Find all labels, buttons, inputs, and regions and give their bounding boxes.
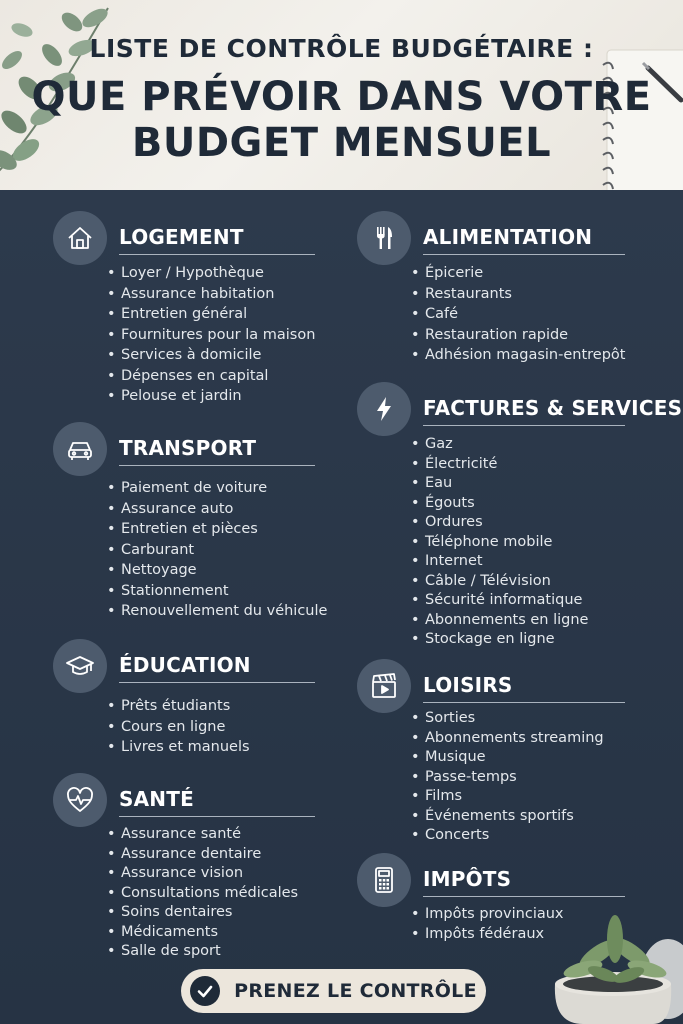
item-list xyxy=(411,709,604,846)
section-title: ÉDUCATION xyxy=(119,653,251,677)
list-item: • Livres et manuels xyxy=(107,737,250,758)
graduation-cap-icon xyxy=(65,651,95,681)
fork-knife-icon xyxy=(369,223,399,253)
section-title: LOGEMENT xyxy=(119,225,244,249)
list-item: • Restaurants xyxy=(411,284,625,305)
list-item: • Renouvellement du véhicule xyxy=(107,601,327,622)
car-icon xyxy=(65,434,95,464)
icon-circle xyxy=(53,211,107,265)
page-title xyxy=(0,74,683,166)
divider xyxy=(119,465,315,466)
check-circle-icon xyxy=(190,976,220,1006)
calculator-icon xyxy=(369,865,399,895)
list-item: • Égouts xyxy=(411,494,588,514)
icon-circle xyxy=(357,659,411,713)
item-list xyxy=(107,478,327,622)
section-title: ALIMENTATION xyxy=(423,225,593,249)
list-item: • Entretien et pièces xyxy=(107,519,327,540)
list-item: • Stationnement xyxy=(107,581,327,602)
icon-circle xyxy=(357,853,411,907)
list-item: • Internet xyxy=(411,552,588,572)
list-item: • Cours en ligne xyxy=(107,717,250,738)
list-item: • Passe-temps xyxy=(411,768,604,788)
list-item: • Concerts xyxy=(411,826,604,846)
list-item: • Paiement de voiture xyxy=(107,478,327,499)
clapperboard-icon xyxy=(369,671,399,701)
divider xyxy=(119,254,315,255)
list-item: • Assurance vision xyxy=(107,864,298,884)
list-item: • Eau xyxy=(411,474,588,494)
icon-circle xyxy=(357,211,411,265)
cta-label: PRENEZ LE CONTRÔLE xyxy=(234,980,477,1002)
lightning-icon xyxy=(369,394,399,424)
list-item: • Sécurité informatique xyxy=(411,591,588,611)
heart-pulse-icon xyxy=(65,785,95,815)
icon-circle xyxy=(53,422,107,476)
header xyxy=(0,0,683,190)
title-line-3: BUDGET MENSUEL xyxy=(131,120,552,166)
icon-circle xyxy=(53,639,107,693)
section-title: FACTURES & SERVICES xyxy=(423,396,683,420)
list-item: • Pelouse et jardin xyxy=(107,386,315,407)
list-item: • Salle de sport xyxy=(107,942,298,962)
list-item: • Impôts provinciaux xyxy=(411,905,564,925)
list-item: • Musique xyxy=(411,748,604,768)
title-line-1: LISTE DE CONTRÔLE BUDGÉTAIRE : xyxy=(89,34,594,63)
list-item: • Sorties xyxy=(411,709,604,729)
list-item: • Entretien général xyxy=(107,304,315,325)
list-item: • Assurance auto xyxy=(107,499,327,520)
list-item: • Soins dentaires xyxy=(107,903,298,923)
item-list xyxy=(107,263,315,407)
list-item: • Événements sportifs xyxy=(411,807,604,827)
list-item: • Carburant xyxy=(107,540,327,561)
list-item: • Câble / Télévision xyxy=(411,572,588,592)
list-item: • Médicaments xyxy=(107,923,298,943)
list-item: • Dépenses en capital xyxy=(107,366,315,387)
list-item: • Restauration rapide xyxy=(411,325,625,346)
item-list xyxy=(411,263,625,366)
list-item: • Nettoyage xyxy=(107,560,327,581)
section-title: SANTÉ xyxy=(119,787,194,811)
item-list xyxy=(411,435,588,650)
divider xyxy=(119,682,315,683)
list-item: • Services à domicile xyxy=(107,345,315,366)
list-item: • Fournitures pour la maison xyxy=(107,325,315,346)
item-list xyxy=(411,905,564,944)
section-title: LOISIRS xyxy=(423,673,513,697)
list-item: • Adhésion magasin-entrepôt xyxy=(411,345,625,366)
divider xyxy=(119,816,315,817)
divider xyxy=(423,702,625,703)
list-item: • Gaz xyxy=(411,435,588,455)
list-item: • Abonnements streaming xyxy=(411,729,604,749)
list-item: • Assurance dentaire xyxy=(107,845,298,865)
list-item: • Ordures xyxy=(411,513,588,533)
section-title: IMPÔTS xyxy=(423,867,512,891)
icon-circle xyxy=(53,773,107,827)
list-item: • Impôts fédéraux xyxy=(411,925,564,945)
title-line-2: QUE PRÉVOIR DANS VOTRE xyxy=(31,74,652,120)
list-item: • Abonnements en ligne xyxy=(411,611,588,631)
list-item: • Café xyxy=(411,304,625,325)
list-item: • Téléphone mobile xyxy=(411,533,588,553)
list-item: • Prêts étudiants xyxy=(107,696,250,717)
list-item: • Épicerie xyxy=(411,263,625,284)
list-item: • Électricité xyxy=(411,455,588,475)
house-icon xyxy=(65,223,95,253)
section-title: TRANSPORT xyxy=(119,436,257,460)
take-control-button[interactable] xyxy=(181,969,486,1013)
item-list xyxy=(107,825,298,962)
list-item: • Assurance santé xyxy=(107,825,298,845)
list-item: • Loyer / Hypothèque xyxy=(107,263,315,284)
divider xyxy=(423,254,625,255)
list-item: • Films xyxy=(411,787,604,807)
list-item: • Consultations médicales xyxy=(107,884,298,904)
icon-circle xyxy=(357,382,411,436)
list-item: • Assurance habitation xyxy=(107,284,315,305)
divider xyxy=(423,425,625,426)
list-item: • Stockage en ligne xyxy=(411,630,588,650)
potted-plant-decoration xyxy=(543,874,683,1024)
item-list xyxy=(107,696,250,758)
